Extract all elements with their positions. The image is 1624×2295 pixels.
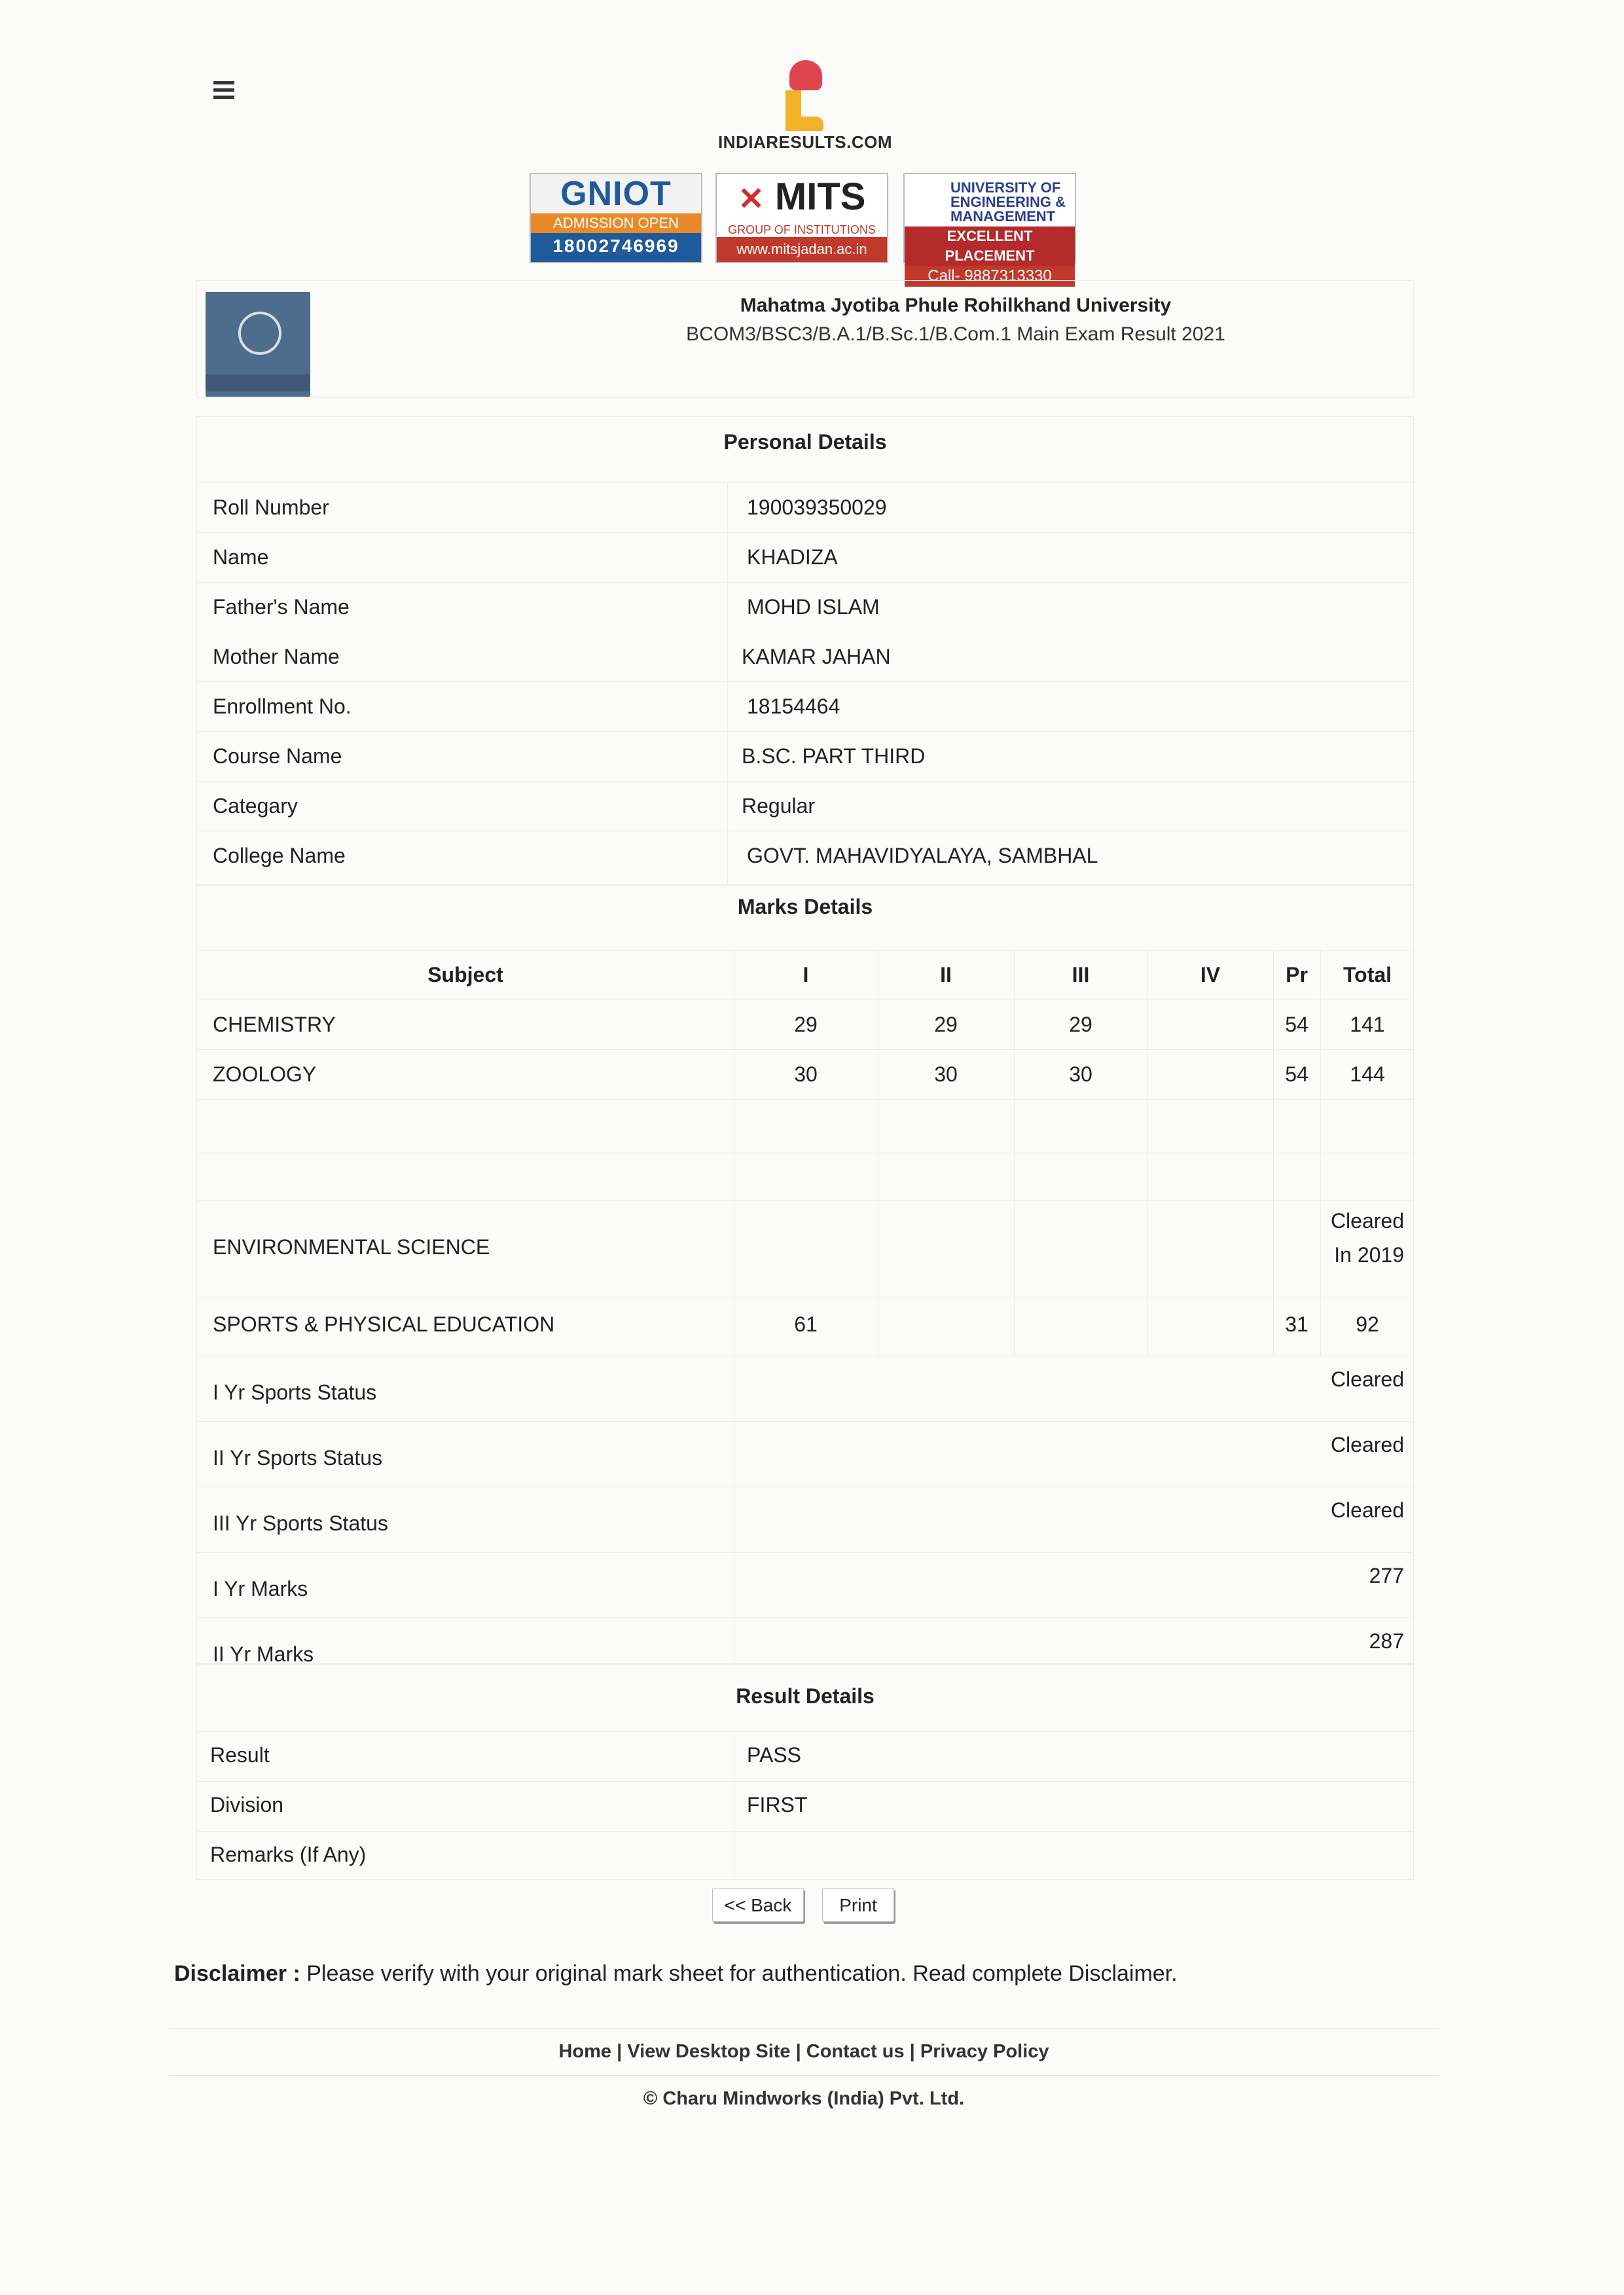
mark-total: 92 — [1356, 1312, 1379, 1336]
ad-title: UNIVERSITY OF ENGINEERING & MANAGEMENT — [950, 179, 1066, 225]
subject-name: CHEMISTRY — [213, 1013, 336, 1036]
footer-separator: | — [611, 2041, 628, 2062]
row-label: Mother Name — [213, 645, 340, 668]
row-value: Cleared — [1330, 1367, 1404, 1391]
table-row — [197, 1000, 1413, 1050]
row-value: Cleared — [1330, 1433, 1404, 1456]
table-row — [197, 781, 1413, 831]
table-row — [197, 1421, 1413, 1487]
personal-details-table — [196, 416, 1414, 885]
row-value: PASS — [747, 1743, 801, 1767]
row-value: KHADIZA — [747, 545, 838, 569]
row-label: II Yr Sports Status — [213, 1446, 383, 1470]
mark-iii: 30 — [1069, 1062, 1092, 1086]
ad-subtitle: GROUP OF INSTITUTIONS — [728, 223, 876, 236]
row-value: 287 — [1369, 1629, 1404, 1653]
ad-banner-mits[interactable] — [715, 173, 888, 263]
footer-link-privacy[interactable]: Privacy Policy — [920, 2041, 1049, 2062]
footer-link-desktop[interactable]: View Desktop Site — [627, 2041, 791, 2062]
row-value: MOHD ISLAM — [747, 595, 880, 619]
row-label: Enrollment No. — [213, 695, 352, 718]
disclaimer-text: Please verify with your original mark sheet for authentication. Read complete Disclaimer. — [300, 1961, 1178, 1986]
table-row — [197, 1617, 1413, 1665]
col-iv: IV — [1200, 963, 1221, 986]
row-value: GOVT. MAHAVIDYALAYA, SAMBHAL — [747, 844, 1098, 867]
row-value: 18154464 — [747, 695, 840, 718]
mark-i: 61 — [794, 1312, 818, 1336]
empty-row — [197, 1099, 1413, 1153]
table-row — [197, 482, 1413, 533]
table-row — [197, 1831, 1413, 1881]
section-title: Result Details — [736, 1684, 875, 1708]
table-row — [197, 1781, 1413, 1832]
row-value: 277 — [1369, 1564, 1404, 1587]
row-value: KAMAR JAHAN — [742, 645, 891, 668]
table-row — [197, 831, 1413, 880]
env-status-line1: Cleared — [1330, 1209, 1404, 1233]
mark-total: 144 — [1350, 1062, 1385, 1086]
ad-banner-gniot[interactable] — [530, 173, 702, 263]
table-row — [197, 1552, 1413, 1618]
print-button[interactable]: Print — [822, 1888, 894, 1922]
footer-separator: | — [790, 2041, 806, 2062]
exam-title: BCOM3/BSC3/B.A.1/B.Sc.1/B.Com.1 Main Exam Result 2021 — [686, 323, 1225, 345]
subject-name: SPORTS & PHYSICAL EDUCATION — [213, 1312, 555, 1336]
col-i: I — [803, 963, 809, 986]
row-label: I Yr Marks — [213, 1577, 308, 1600]
disclaimer — [174, 1961, 1178, 1987]
site-brand: INDIARESULTS.COM — [717, 132, 893, 152]
footer-link-contact[interactable]: Contact us — [806, 2041, 905, 2062]
ad-phone: 18002746969 — [552, 236, 679, 256]
table-row — [197, 731, 1413, 782]
result-details-table — [196, 1664, 1414, 1880]
footer-divider — [169, 2075, 1439, 2076]
disclaimer-label: Disclaimer : — [174, 1961, 300, 1986]
row-value: FIRST — [747, 1793, 808, 1816]
copyright: © Charu Mindworks (India) Pvt. Ltd. — [643, 2088, 965, 2109]
row-label: II Yr Marks — [213, 1642, 314, 1666]
table-row — [197, 1297, 1413, 1356]
ad-subtitle: EXCELLENT PLACEMENT — [905, 226, 1075, 266]
menu-icon[interactable] — [213, 81, 234, 99]
back-button[interactable]: << Back — [712, 1888, 804, 1922]
section-title: Marks Details — [737, 895, 873, 918]
row-label: III Yr Sports Status — [213, 1511, 388, 1535]
row-label: Course Name — [213, 744, 342, 768]
env-status-line2: In 2019 — [1334, 1243, 1404, 1267]
row-label: Name — [213, 545, 269, 569]
row-label: I Yr Sports Status — [213, 1381, 377, 1404]
col-iii: III — [1072, 963, 1090, 986]
mark-iii: 29 — [1069, 1013, 1092, 1036]
table-row — [197, 582, 1413, 632]
table-row — [197, 681, 1413, 732]
mark-total: 141 — [1350, 1013, 1385, 1036]
empty-row — [197, 1153, 1413, 1201]
site-logo[interactable] — [707, 58, 903, 156]
ad-title: MITS — [774, 175, 866, 218]
row-label: College Name — [213, 844, 346, 867]
footer-separator: | — [904, 2041, 920, 2062]
university-name: Mahatma Jyotiba Phule Rohilkhand University — [740, 295, 1172, 316]
row-label: Division — [210, 1793, 284, 1816]
table-row — [197, 1731, 1413, 1782]
mits-star-icon: ✕ — [738, 182, 765, 217]
ad-phone: Call- 9887313330 — [905, 266, 1075, 287]
footer-divider — [169, 2028, 1439, 2029]
table-row — [197, 1200, 1413, 1297]
row-value: Regular — [742, 794, 816, 818]
mark-pr: 31 — [1285, 1312, 1308, 1336]
table-row — [197, 1487, 1413, 1553]
ad-banner-uem[interactable] — [903, 173, 1076, 285]
col-total: Total — [1343, 963, 1392, 986]
marks-header-row — [197, 950, 1413, 1000]
table-row — [197, 632, 1413, 682]
footer-link-home[interactable]: Home — [558, 2041, 612, 2062]
mark-pr: 54 — [1285, 1013, 1308, 1036]
row-label: Categary — [213, 794, 298, 818]
table-row — [197, 1049, 1413, 1100]
col-ii: II — [940, 963, 952, 986]
ad-title: GNIOT — [531, 174, 701, 213]
row-value: 190039350029 — [747, 496, 887, 519]
mark-i: 30 — [794, 1062, 818, 1086]
ad-subtitle: ADMISSION OPEN — [531, 213, 701, 233]
table-row — [197, 1356, 1413, 1422]
marks-details-table — [196, 885, 1414, 1664]
row-label: Roll Number — [213, 496, 329, 519]
section-title: Personal Details — [723, 430, 887, 454]
footer-links — [169, 2041, 1439, 2063]
ad-site: www.mitsjadan.ac.in — [717, 237, 887, 262]
col-pr: Pr — [1286, 963, 1308, 986]
row-label: Father's Name — [213, 595, 350, 619]
row-label: Remarks (If Any) — [210, 1843, 367, 1866]
university-seal-icon — [206, 292, 310, 397]
mark-ii: 30 — [934, 1062, 958, 1086]
mark-ii: 29 — [934, 1013, 958, 1036]
subject-name: ZOOLOGY — [213, 1062, 317, 1086]
mark-pr: 54 — [1285, 1062, 1308, 1086]
row-value: Cleared — [1330, 1498, 1404, 1522]
logo-icon — [785, 58, 825, 130]
mark-i: 29 — [794, 1013, 818, 1036]
row-value: B.SC. PART THIRD — [742, 744, 926, 768]
subject-name: ENVIRONMENTAL SCIENCE — [213, 1235, 490, 1259]
row-label: Result — [210, 1743, 270, 1767]
col-subject: Subject — [427, 963, 503, 986]
table-row — [197, 532, 1413, 583]
